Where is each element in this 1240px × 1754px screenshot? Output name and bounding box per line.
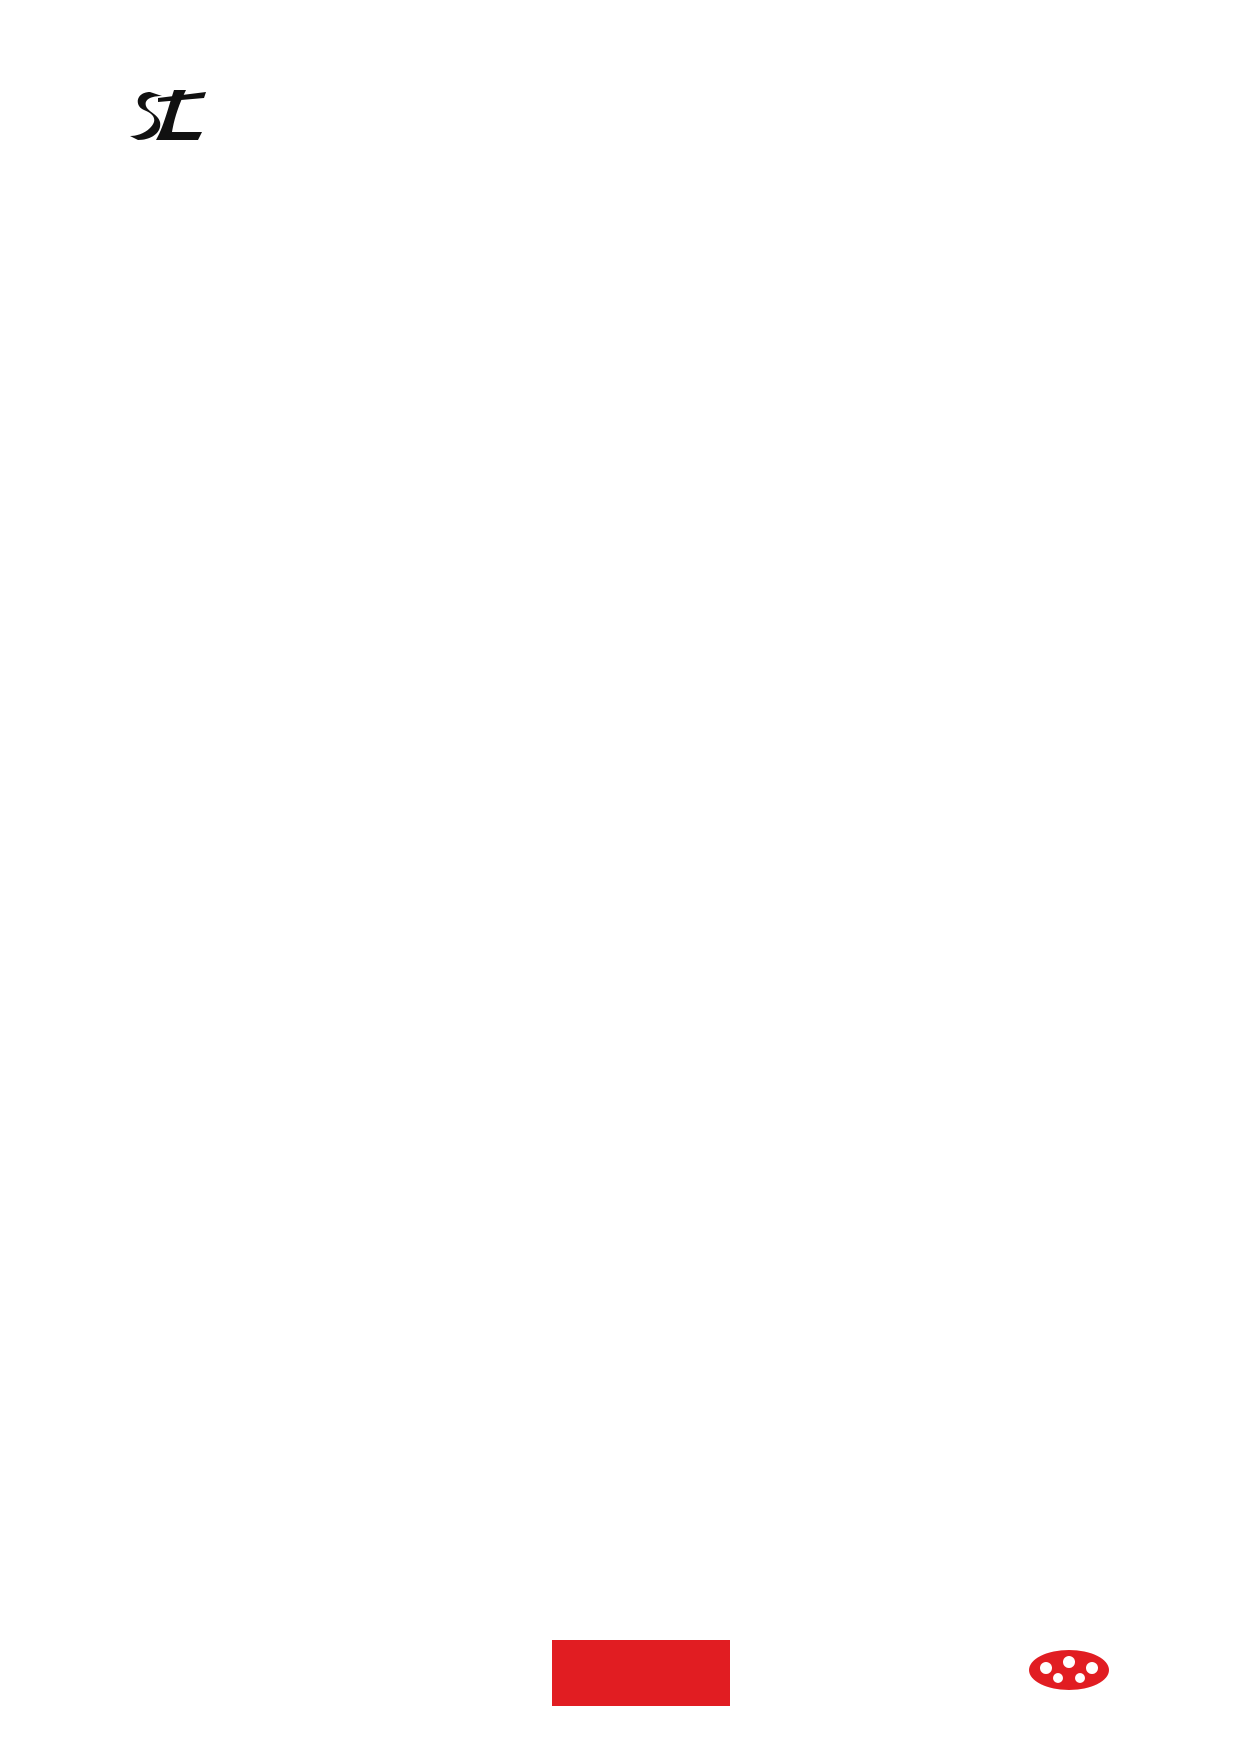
sl-logo	[128, 86, 208, 146]
kabuto-logo	[1024, 1648, 1114, 1702]
irc-logo	[552, 1640, 730, 1706]
